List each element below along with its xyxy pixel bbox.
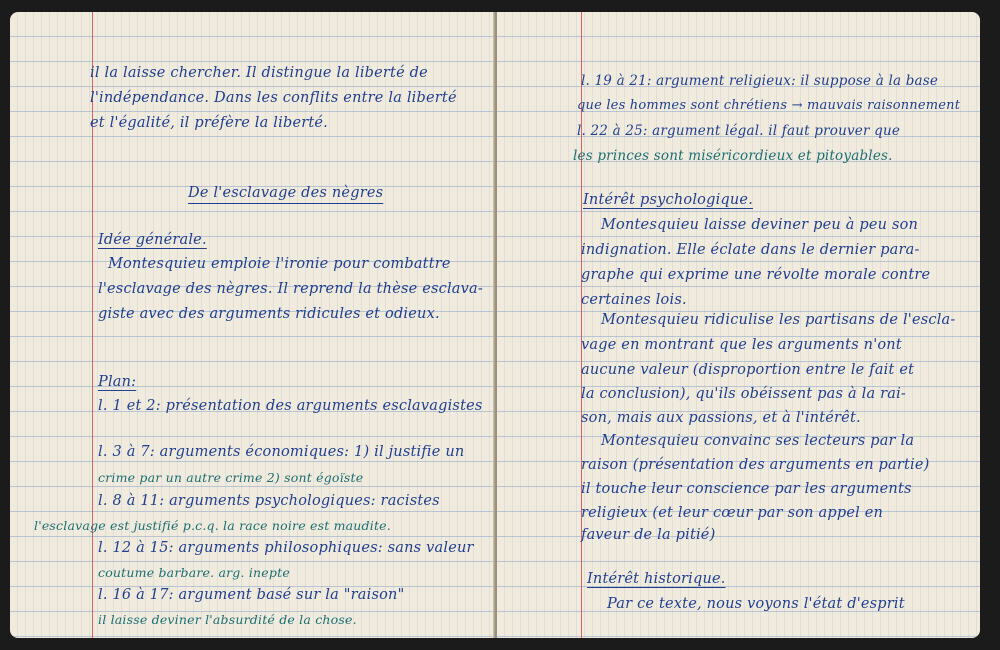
text-line: certaines lois. — [581, 292, 687, 308]
text-line: indignation. Elle éclate dans le dernier para- — [581, 242, 920, 258]
left-notebook-page — [10, 12, 495, 638]
intro-line: l'indépendance. Dans les conflits entre la liberté — [90, 90, 457, 106]
plan-note: crime par un autre crime 2) sont égoïste — [98, 470, 364, 485]
idee-line: Montesquieu emploie l'ironie pour combattre — [108, 256, 451, 272]
argument-line: l. 19 à 21: argument religieux: il suppose à la base — [581, 73, 939, 89]
interet-hist-heading: Intérêt historique. — [587, 571, 726, 587]
idee-line: l'esclavage des nègres. Il reprend la thèse esclava- — [98, 281, 483, 297]
plan-item: l. 8 à 11: arguments psychologiques: racistes — [98, 493, 440, 509]
intro-line: et l'égalité, il préfère la liberté. — [90, 115, 328, 131]
plan-item: l. 3 à 7: arguments économiques: 1) il justifie un — [98, 444, 465, 460]
text-line: vage en montrant que les arguments n'ont — [581, 337, 902, 353]
plan-item: l. 12 à 15: arguments philosophiques: sans valeur — [98, 540, 474, 556]
text-line: Montesquieu laisse deviner peu à peu son — [601, 217, 919, 233]
plan-note: l'esclavage est justifié p.c.q. la race noire est maudite. — [34, 518, 391, 533]
text-line: il touche leur conscience par les arguments — [581, 481, 912, 497]
plan-note: il laisse deviner l'absurdité de la chose. — [98, 612, 357, 627]
interet-psy-heading: Intérêt psychologique. — [583, 192, 754, 208]
plan-item: l. 16 à 17: argument basé sur la "raison" — [98, 587, 405, 603]
idee-heading: Idée générale. — [98, 232, 207, 248]
plan-heading: Plan: — [98, 374, 137, 390]
plan-note: coutume barbare. arg. inepte — [98, 565, 290, 580]
idee-line: giste avec des arguments ridicules et odieux. — [98, 306, 440, 322]
text-line: Montesquieu convainc ses lecteurs par la — [601, 433, 915, 449]
right-notebook-page — [497, 12, 980, 638]
argument-line: que les hommes sont chrétiens → mauvais raisonnement — [577, 98, 961, 113]
text-line: graphe qui exprime une révolte morale contre — [581, 267, 931, 283]
argument-line: l. 22 à 25: argument légal. il faut prouver que — [577, 123, 901, 139]
intro-line: il la laisse chercher. Il distingue la liberté de — [90, 65, 428, 81]
text-line: raison (présentation des arguments en partie) — [581, 457, 930, 473]
text-line: son, mais aux passions, et à l'intérêt. — [581, 410, 861, 426]
text-line: Par ce texte, nous voyons l'état d'esprit — [607, 596, 905, 612]
page-title: De l'esclavage des nègres — [188, 185, 384, 201]
plan-item: l. 1 et 2: présentation des arguments esclavagistes — [98, 398, 483, 414]
text-line: la conclusion), qu'ils obéissent pas à la rai- — [581, 386, 907, 402]
text-line: religieux (et leur cœur par son appel en — [581, 505, 884, 521]
argument-line: les princes sont miséricordieux et pitoyables. — [573, 148, 893, 164]
text-line: aucune valeur (disproportion entre le fait et — [581, 362, 915, 378]
text-line: Montesquieu ridiculise les partisans de l'escla- — [601, 312, 956, 328]
text-line: faveur de la pitié) — [581, 527, 716, 543]
